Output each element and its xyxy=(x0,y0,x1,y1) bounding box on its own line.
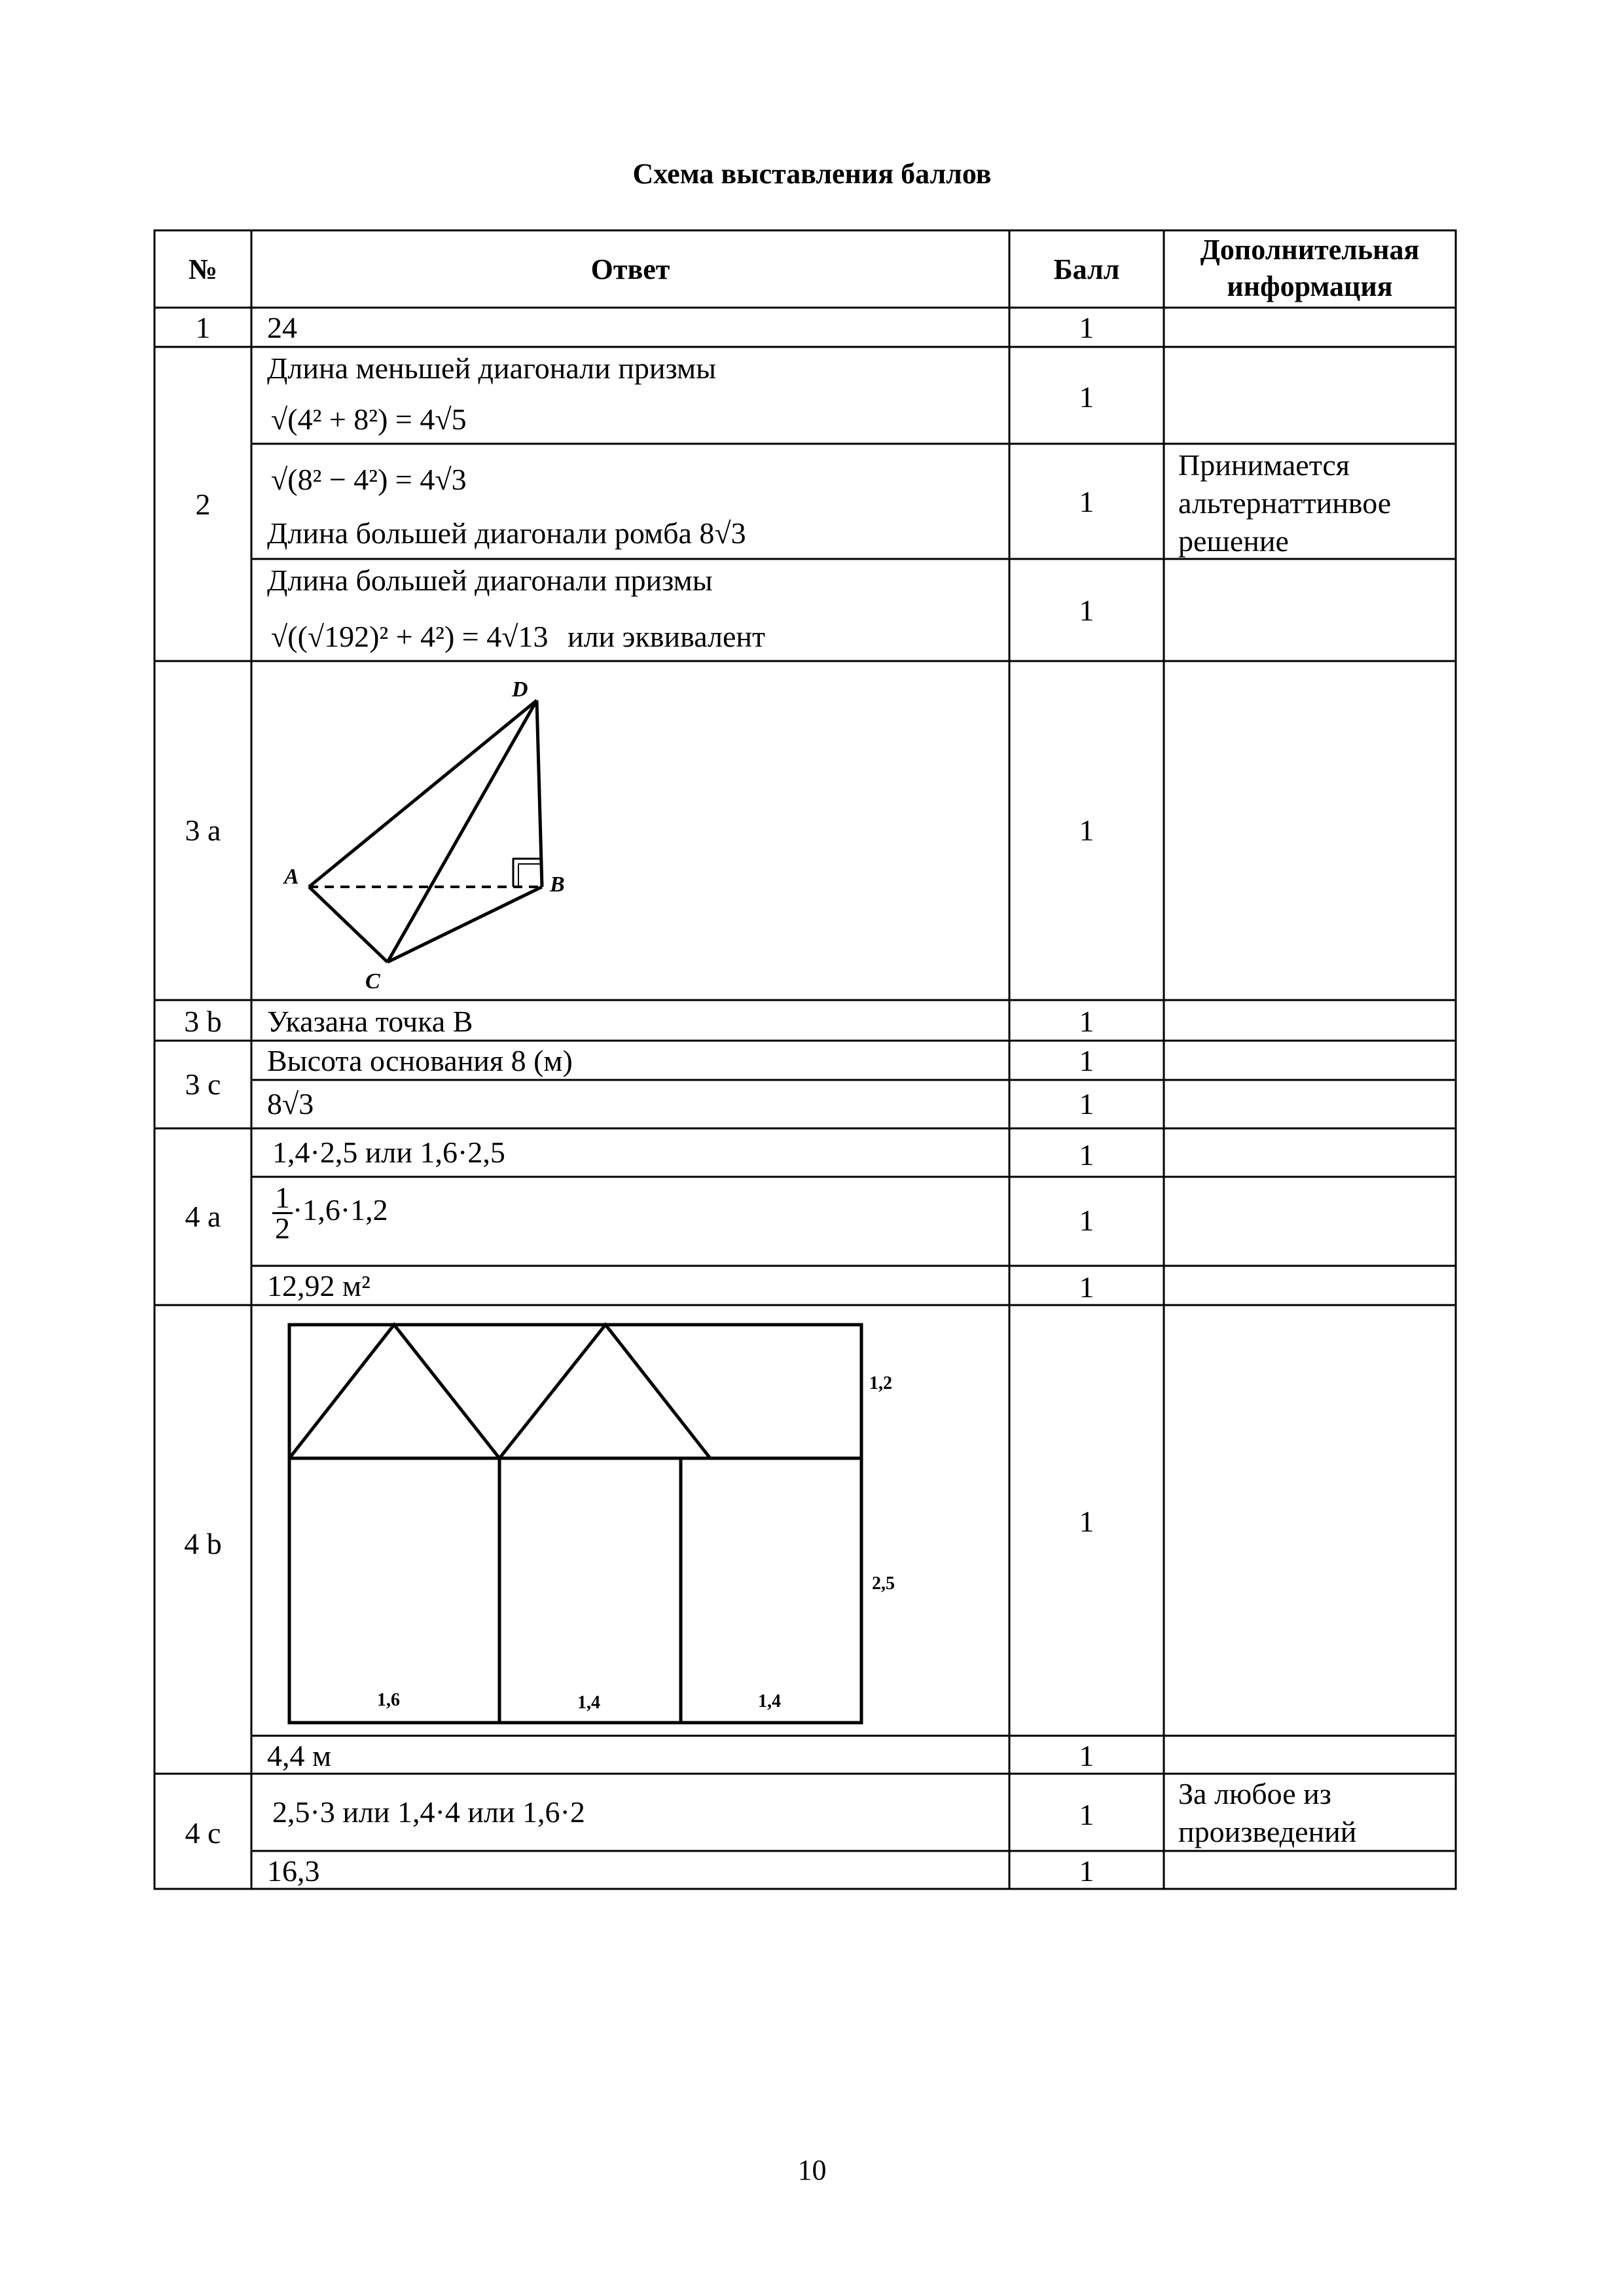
row2c-math xyxy=(271,618,765,656)
dim-width-2: 1,4 xyxy=(577,1693,600,1713)
row3c-b-math: 8√3 xyxy=(267,1087,314,1121)
row4a-b-math xyxy=(272,1183,388,1243)
row4a-c-score: 1 xyxy=(1079,1270,1094,1304)
row4a-a-math: 1,4·2,5 или 1,6·2,5 xyxy=(272,1136,505,1169)
row4b-fig-score: 1 xyxy=(1079,1505,1094,1538)
row4c-info-line2: произведений xyxy=(1178,1815,1357,1848)
row4c-a-math: 2,5·3 или 1,4·4 или 1,6·2 xyxy=(272,1795,585,1829)
row2a-text: Длина меньшей диагонали призмы xyxy=(267,351,717,385)
row2-num: 2 xyxy=(195,488,211,521)
house-figure xyxy=(281,1316,949,1728)
header-info-line2: информация xyxy=(1227,270,1393,302)
row4c-b-text: 16,3 xyxy=(267,1854,320,1888)
row2c-formula: √((√192)² + 4²) = 4√13 xyxy=(271,620,549,653)
roof-triangles xyxy=(289,1325,710,1458)
dim-height-roof: 1,2 xyxy=(869,1373,892,1393)
row3a-score: 1 xyxy=(1079,814,1094,847)
row3c-b-score: 1 xyxy=(1079,1087,1094,1121)
edge-ac xyxy=(309,887,388,962)
row2c-suffix: или эквивалент xyxy=(567,620,766,653)
header-num: № xyxy=(188,253,218,285)
row4c-a-score: 1 xyxy=(1079,1798,1094,1831)
row4a-b-score: 1 xyxy=(1079,1204,1094,1237)
row3c-num: 3 c xyxy=(185,1067,221,1101)
row3a-num: 3 a xyxy=(185,814,221,847)
row4c-num: 4 c xyxy=(185,1816,221,1850)
row3b-answer: Указана точка B xyxy=(267,1005,473,1038)
row4a-c-text: 12,92 м² xyxy=(267,1269,370,1302)
row2b-info-line2: альтернаттинвое xyxy=(1178,486,1392,520)
row2b-score: 1 xyxy=(1079,485,1094,518)
header-info xyxy=(1164,232,1456,305)
row4a-num: 4 a xyxy=(185,1200,221,1233)
row4a-fraction xyxy=(272,1183,293,1243)
label-a: A xyxy=(284,865,299,889)
row4a-fraction-num: 1 xyxy=(272,1183,293,1214)
row3c-a-score: 1 xyxy=(1079,1044,1094,1077)
label-c: C xyxy=(365,969,380,994)
row4a-fraction-den: 2 xyxy=(275,1211,290,1245)
right-angle-mark xyxy=(513,859,542,887)
row4b-answer: 4,4 м xyxy=(267,1739,332,1772)
header-answer: Ответ xyxy=(590,253,670,285)
row3b-score: 1 xyxy=(1079,1005,1094,1038)
row2b-text: Длина большей диагонали ромба 8√3 xyxy=(267,516,746,550)
row3c-a-text: Высота основания 8 (м) xyxy=(267,1044,573,1077)
row1-num: 1 xyxy=(195,311,211,344)
dim-width-3: 1,4 xyxy=(758,1691,781,1712)
edge-dc xyxy=(388,700,537,962)
page-title: Схема выставления баллов xyxy=(632,158,992,190)
row4a-fraction-rest: ·1,6·1,2 xyxy=(293,1193,388,1227)
dim-height-wall: 2,5 xyxy=(872,1573,895,1594)
row4a-a-score: 1 xyxy=(1079,1138,1094,1172)
row4c-a-info xyxy=(1178,1775,1356,1851)
house-outline xyxy=(289,1325,861,1723)
label-d: D xyxy=(512,677,528,702)
edge-ad xyxy=(309,700,537,887)
row1-answer: 24 xyxy=(267,311,297,344)
row2c-text: Длина большей диагонали призмы xyxy=(267,564,713,597)
row2a-math: √(4² + 8²) = 4√5 xyxy=(271,403,467,436)
header-info-line1: Дополнительная xyxy=(1200,234,1420,266)
row4c-b-score: 1 xyxy=(1079,1854,1094,1888)
dim-width-1: 1,6 xyxy=(377,1690,400,1710)
row2a-score: 1 xyxy=(1079,380,1094,414)
row2b-math: √(8² − 4²) = 4√3 xyxy=(271,463,467,496)
row2b-info xyxy=(1178,446,1391,560)
row1-score: 1 xyxy=(1079,311,1094,344)
row4b-score: 1 xyxy=(1079,1739,1094,1772)
pyramid-figure xyxy=(275,668,615,995)
row2c-score: 1 xyxy=(1079,594,1094,627)
row3b-num: 3 b xyxy=(184,1005,222,1038)
row4c-info-line1: За любое из xyxy=(1178,1777,1331,1810)
page-number: 10 xyxy=(797,2154,827,2186)
row2b-info-line1: Принимается xyxy=(1178,448,1350,482)
row2b-info-line3: решение xyxy=(1178,524,1289,558)
row4b-num: 4 b xyxy=(184,1527,222,1560)
label-b: B xyxy=(550,872,565,897)
right-angle-mark-inner xyxy=(518,864,542,887)
header-score: Балл xyxy=(1053,253,1120,285)
